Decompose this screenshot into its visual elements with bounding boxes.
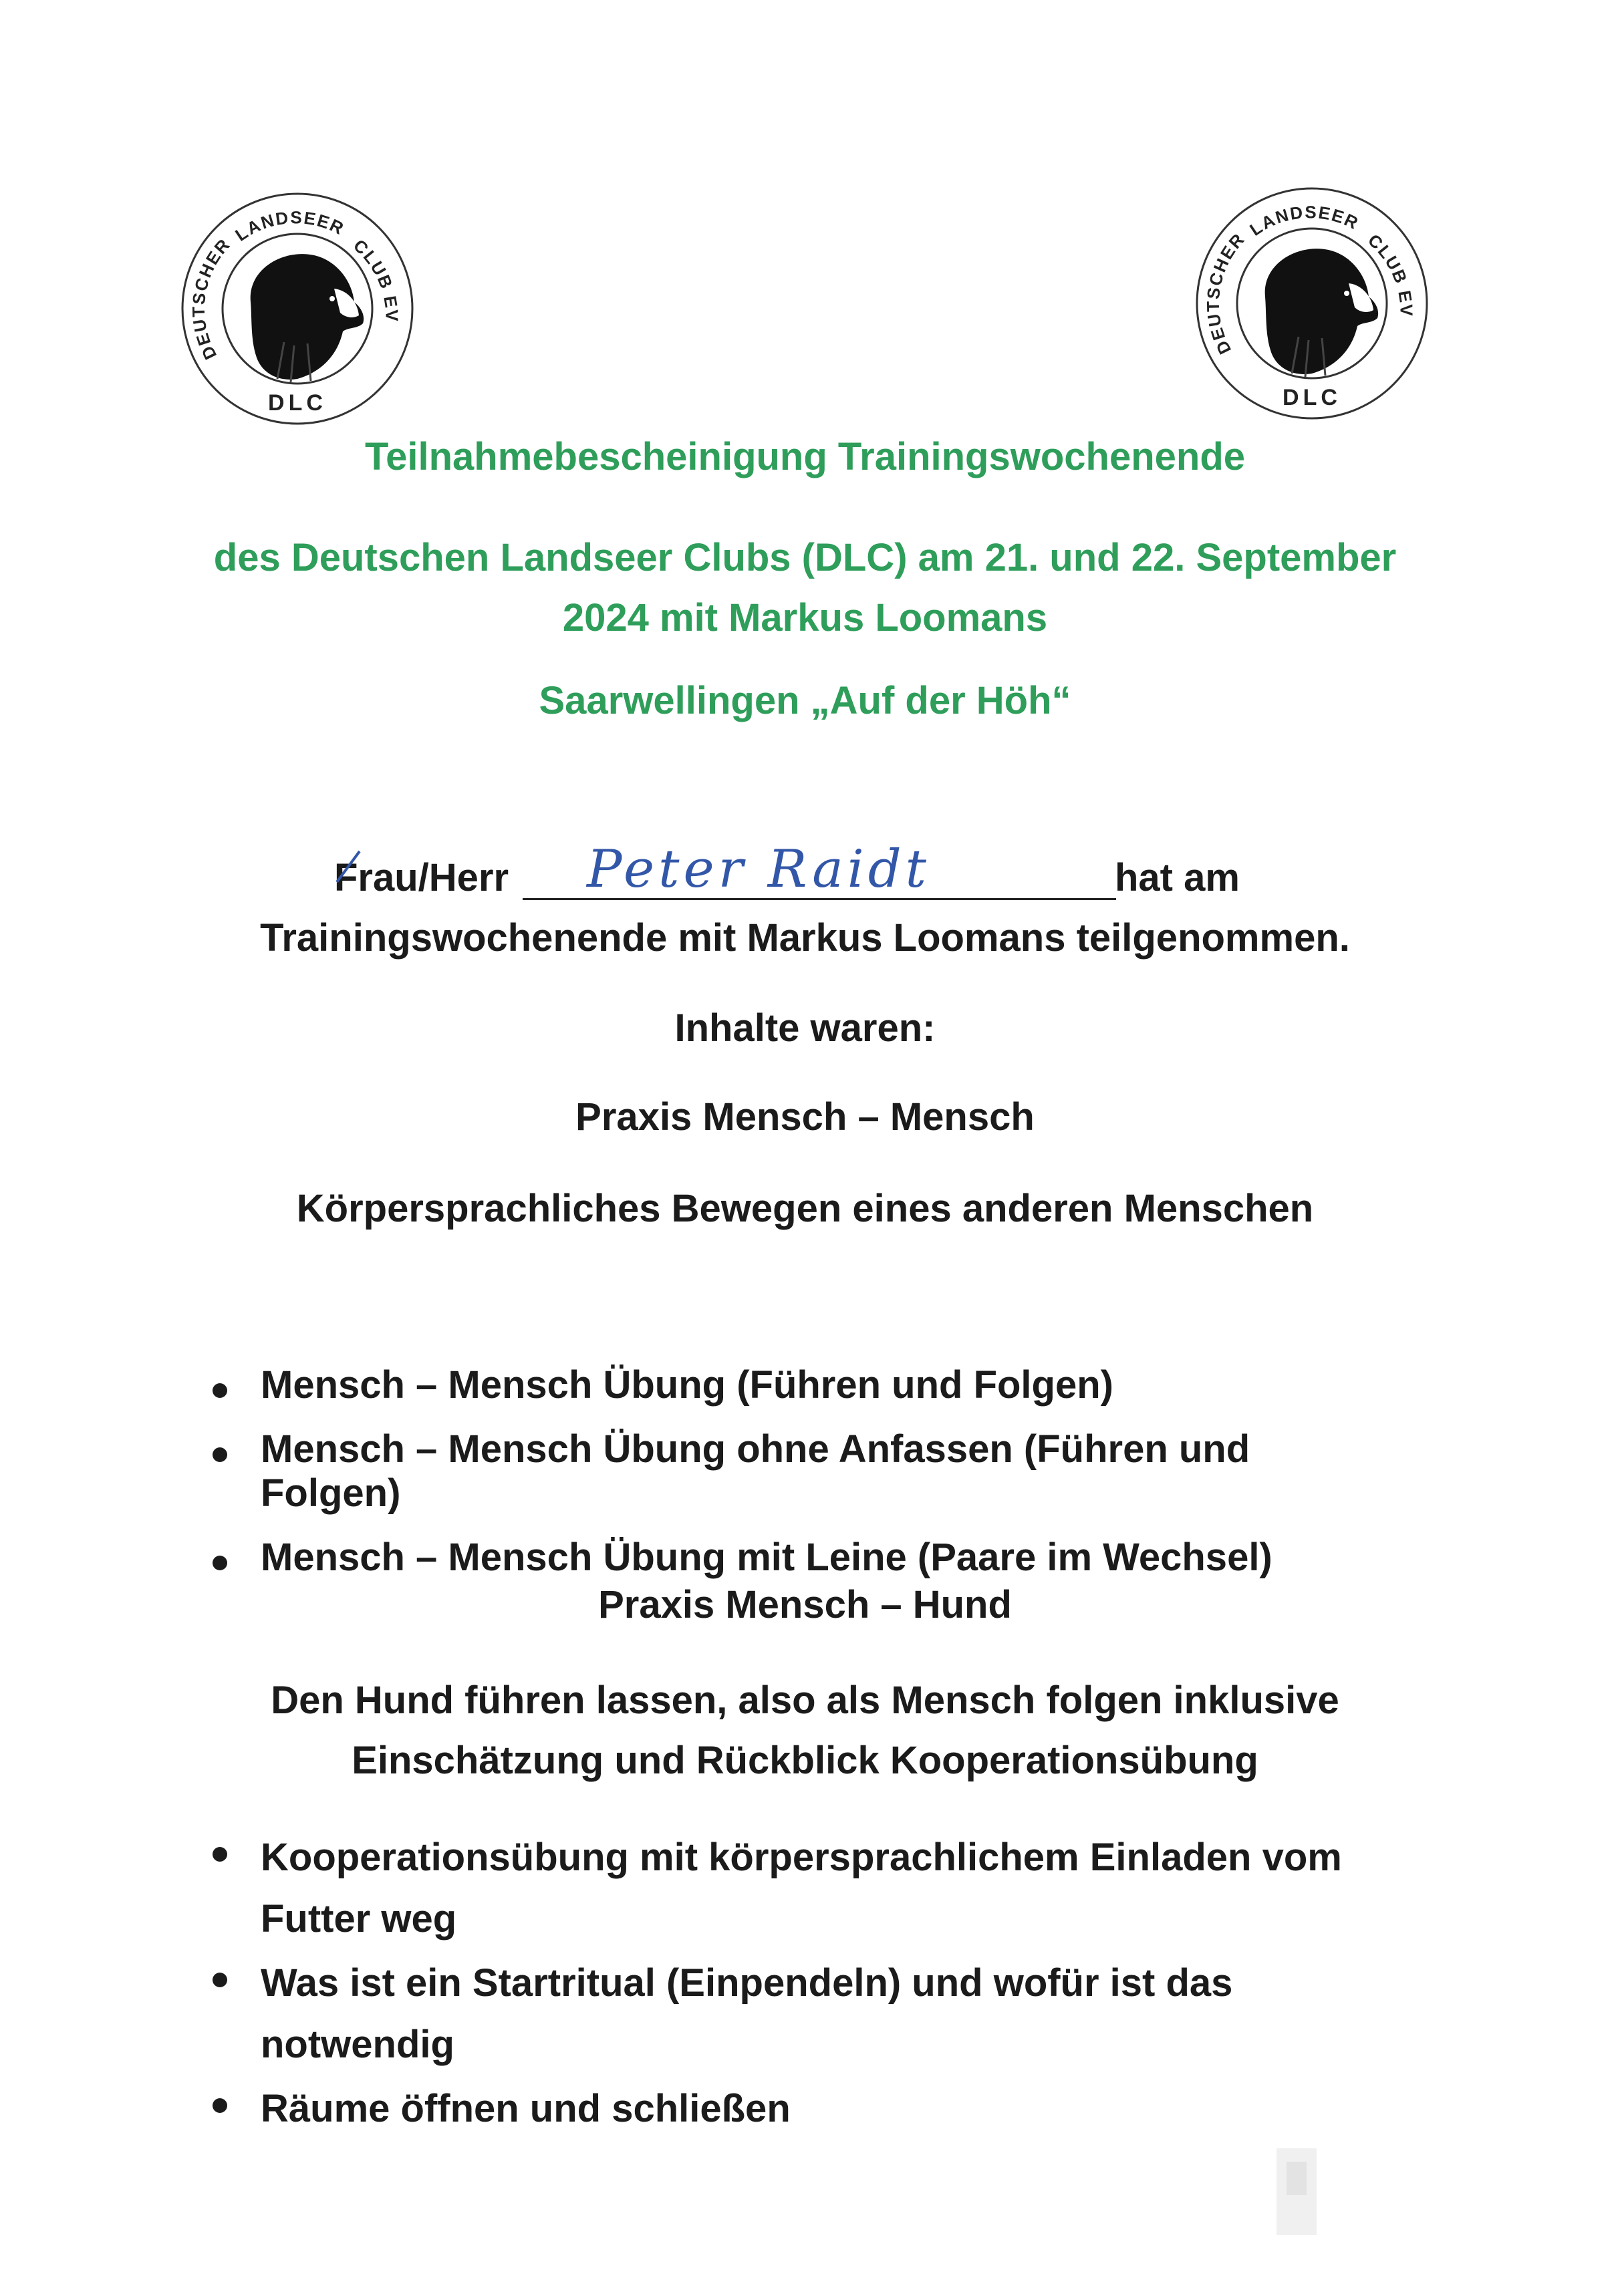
logo-arc-top: LANDSEER <box>1246 202 1363 240</box>
section1-list <box>200 1363 1390 1600</box>
bullet-icon <box>213 1847 227 1862</box>
logo-arc-left: DEUTSCHER <box>188 234 235 364</box>
svg-text:LANDSEER <box>1246 202 1362 240</box>
certificate-location: Saarwellingen „Auf der Höh“ <box>539 679 1071 722</box>
dlc-logo-right <box>1192 183 1432 424</box>
bullet-icon <box>213 1556 227 1570</box>
list-item: Mensch – Mensch Übung ohne Anfassen (Führen und Folgen) <box>200 1427 1390 1516</box>
svg-text:DEUTSCHER <box>1203 229 1249 357</box>
logo-abbr: DLC <box>1283 385 1341 410</box>
scan-smudge <box>1270 2142 1330 2249</box>
dog-head-icon <box>251 254 364 382</box>
svg-text:LANDSEER <box>231 207 348 245</box>
logo-arc-top: LANDSEER <box>231 207 348 245</box>
participation-sentence: Trainingswochenende mit Markus Loomans teilgenommen. <box>260 916 1350 960</box>
salutation-label: Frau/Herr <box>334 856 509 899</box>
logo-arc-right: CLUB EV <box>1364 230 1417 317</box>
bullet-icon <box>213 1383 227 1398</box>
dlc-logo-left <box>177 188 418 429</box>
section2-subtitle: Den Hund führen lassen, also als Mensch folgen inklusive Einschätzung und Rückblick Kooperationsübung <box>271 1679 1339 1782</box>
certificate-subtitle <box>0 528 1610 648</box>
list-item: Räume öffnen und schließen <box>200 2078 1350 2140</box>
svg-text:DEUTSCHER <box>188 234 235 363</box>
list-item: Kooperationsübung mit körpersprachlichem Einladen vom Futter weg <box>200 1827 1350 1950</box>
section1-subtitle: Körpersprachliches Bewegen eines anderen Menschen <box>296 1187 1314 1230</box>
section2-title: Praxis Mensch – Hund <box>598 1583 1012 1626</box>
list-item: Was ist ein Startritual (Einpendeln) und wofür ist das notwendig <box>200 1953 1350 2075</box>
certificate-title: Teilnahmebescheinigung Trainingswochenende <box>364 435 1246 478</box>
dog-head-icon <box>1265 249 1378 377</box>
contents-heading: Inhalte waren: <box>674 1006 936 1050</box>
bullet-icon <box>213 2098 227 2113</box>
section2-list <box>200 1827 1350 2142</box>
logo-arc-right: CLUB EV <box>350 235 402 323</box>
bullet-icon <box>213 1447 227 1462</box>
section1-title: Praxis Mensch – Mensch <box>575 1095 1035 1139</box>
logo-arc-left: DEUTSCHER <box>1202 229 1249 358</box>
subtitle-line-1: des Deutschen Landseer Clubs (DLC) am 21. und 22. September <box>213 536 1397 579</box>
list-item: Mensch – Mensch Übung mit Leine (Paare im Wechsel) <box>200 1536 1390 1580</box>
bullet-icon <box>213 1973 227 1987</box>
participant-name-handwritten: Peter Raidt <box>587 839 930 899</box>
logo-abbr: DLC <box>268 390 327 416</box>
strike-mark-icon <box>331 847 365 887</box>
subtitle-line-2: 2024 mit Markus Loomans <box>562 596 1048 639</box>
list-item: Mensch – Mensch Übung (Führen und Folgen) <box>200 1363 1390 1407</box>
participant-suffix: hat am <box>1115 856 1240 899</box>
participant-line <box>334 839 1337 909</box>
